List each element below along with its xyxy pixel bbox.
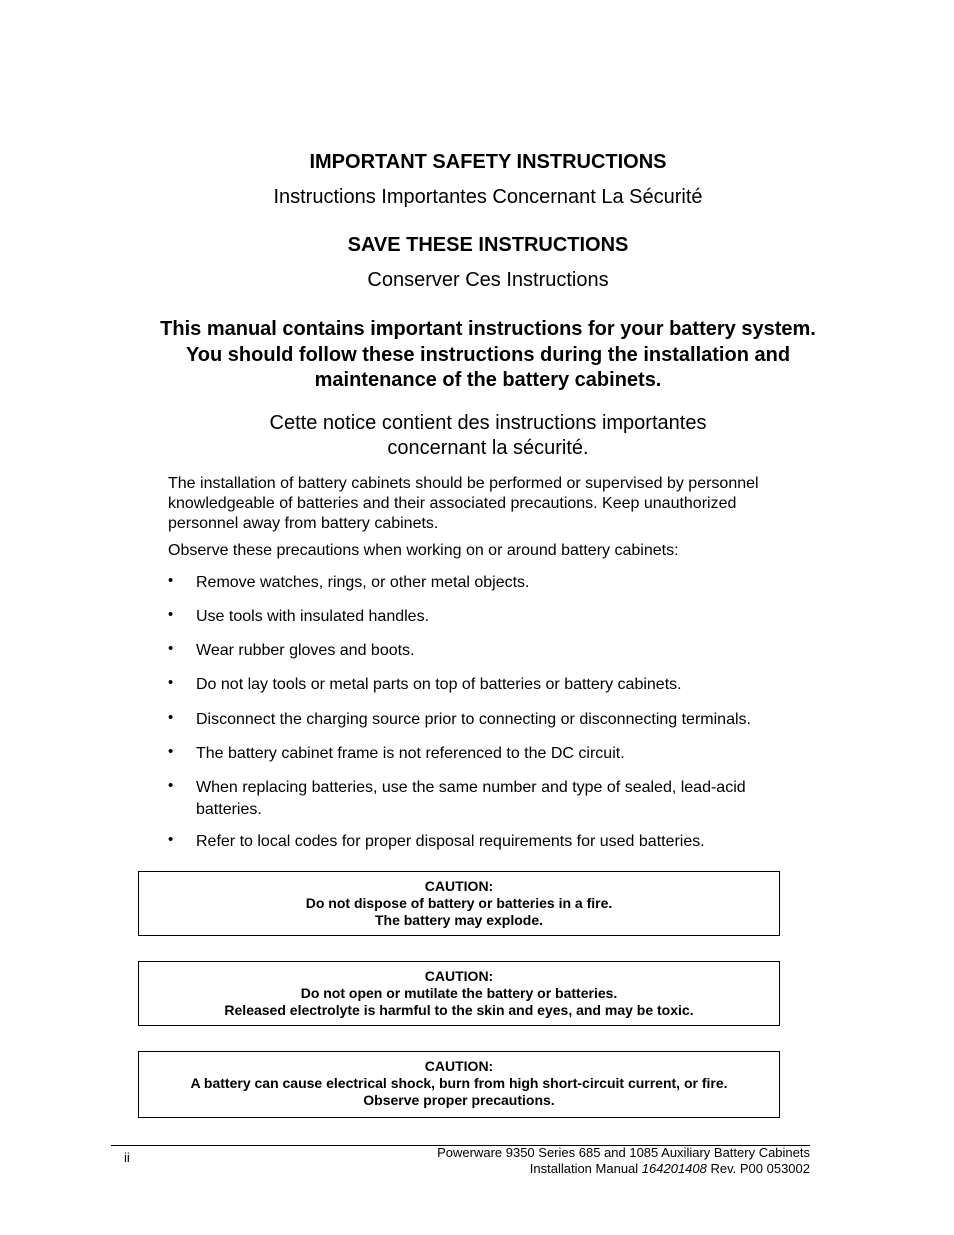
- caution-box-fire: [138, 871, 780, 936]
- list-item: [168, 606, 818, 628]
- precautions-list: [168, 572, 818, 853]
- list-item-text: Remove watches, rings, or other metal objects.: [196, 574, 530, 591]
- list-item-text: When replacing batteries, use the same number and type of sealed, lead-acid batteries.: [196, 779, 746, 818]
- caution-line: Observe proper precautions.: [363, 1092, 555, 1108]
- manual-notice-french: [220, 411, 756, 461]
- bullet-icon: •: [168, 777, 174, 794]
- save-instructions-heading-french: Conserver Ces Instructions: [367, 269, 609, 291]
- list-item-text: Do not lay tools or metal parts on top of batteries or battery cabinets.: [196, 676, 682, 693]
- list-item: [168, 640, 818, 662]
- bullet-icon: •: [168, 831, 174, 848]
- list-item: [168, 831, 818, 853]
- footer-revision: Rev. P00 053002: [710, 1161, 810, 1176]
- bullet-icon: •: [168, 709, 174, 726]
- manual-notice: This manual contains important instructions for your battery system. You should follow these instructions during the installation and maintenance of the battery cabinets.: [160, 318, 816, 391]
- precautions-intro: Observe these precautions when working on or around battery cabinets:: [168, 542, 679, 559]
- list-item: [168, 777, 796, 821]
- list-item: [168, 709, 818, 731]
- manual-notice-french-line-2: concernant la sécurité.: [387, 437, 589, 459]
- installation-paragraph: The installation of battery cabinets should be performed or supervised by personnel knowledgeable of batteries and their associated precautions. Keep unauthorized personnel away from battery cabinets.: [168, 475, 759, 532]
- caution-line: A battery can cause electrical shock, burn from high short-circuit current, or fire.: [190, 1075, 728, 1091]
- page-number: ii: [124, 1150, 130, 1165]
- caution-line: Do not dispose of battery or batteries in a fire.: [305, 895, 613, 911]
- save-instructions-heading: SAVE THESE INSTRUCTIONS: [347, 234, 629, 256]
- bullet-icon: •: [168, 606, 174, 623]
- footer-part-number: 164201408: [641, 1161, 707, 1176]
- caution-title: CAUTION:: [424, 878, 494, 894]
- page-title: IMPORTANT SAFETY INSTRUCTIONS: [309, 151, 667, 173]
- bullet-icon: •: [168, 640, 174, 657]
- footer-manual-line: [380, 1161, 810, 1177]
- list-item: [168, 743, 818, 765]
- bullet-icon: •: [168, 572, 174, 589]
- footer-document-info: [380, 1145, 810, 1177]
- list-item: [168, 674, 818, 696]
- list-item-text: The battery cabinet frame is not referenced to the DC circuit.: [196, 745, 625, 762]
- bullet-icon: •: [168, 743, 174, 760]
- list-item-text: Refer to local codes for proper disposal requirements for used batteries.: [196, 833, 705, 850]
- caution-line: Do not open or mutilate the battery or batteries.: [300, 985, 618, 1001]
- bullet-icon: •: [168, 674, 174, 691]
- caution-box-electrolyte: [138, 961, 780, 1026]
- manual-notice-french-line-1: Cette notice contient des instructions importantes: [269, 412, 707, 434]
- caution-box-shock: [138, 1051, 780, 1118]
- footer-manual-label: Installation Manual: [529, 1161, 639, 1176]
- list-item-text: Use tools with insulated handles.: [196, 608, 430, 625]
- footer-product-title: Powerware 9350 Series 685 and 1085 Auxiliary Battery Cabinets: [437, 1145, 810, 1160]
- caution-line: The battery may explode.: [374, 912, 544, 928]
- list-item-text: Disconnect the charging source prior to connecting or disconnecting terminals.: [196, 711, 751, 728]
- list-item-text: Wear rubber gloves and boots.: [196, 642, 415, 659]
- list-item: [168, 572, 818, 594]
- page-title-french: Instructions Importantes Concernant La Sécurité: [273, 186, 703, 208]
- caution-title: CAUTION:: [424, 968, 494, 984]
- caution-line: Released electrolyte is harmful to the skin and eyes, and may be toxic.: [224, 1002, 694, 1018]
- caution-title: CAUTION:: [424, 1058, 494, 1074]
